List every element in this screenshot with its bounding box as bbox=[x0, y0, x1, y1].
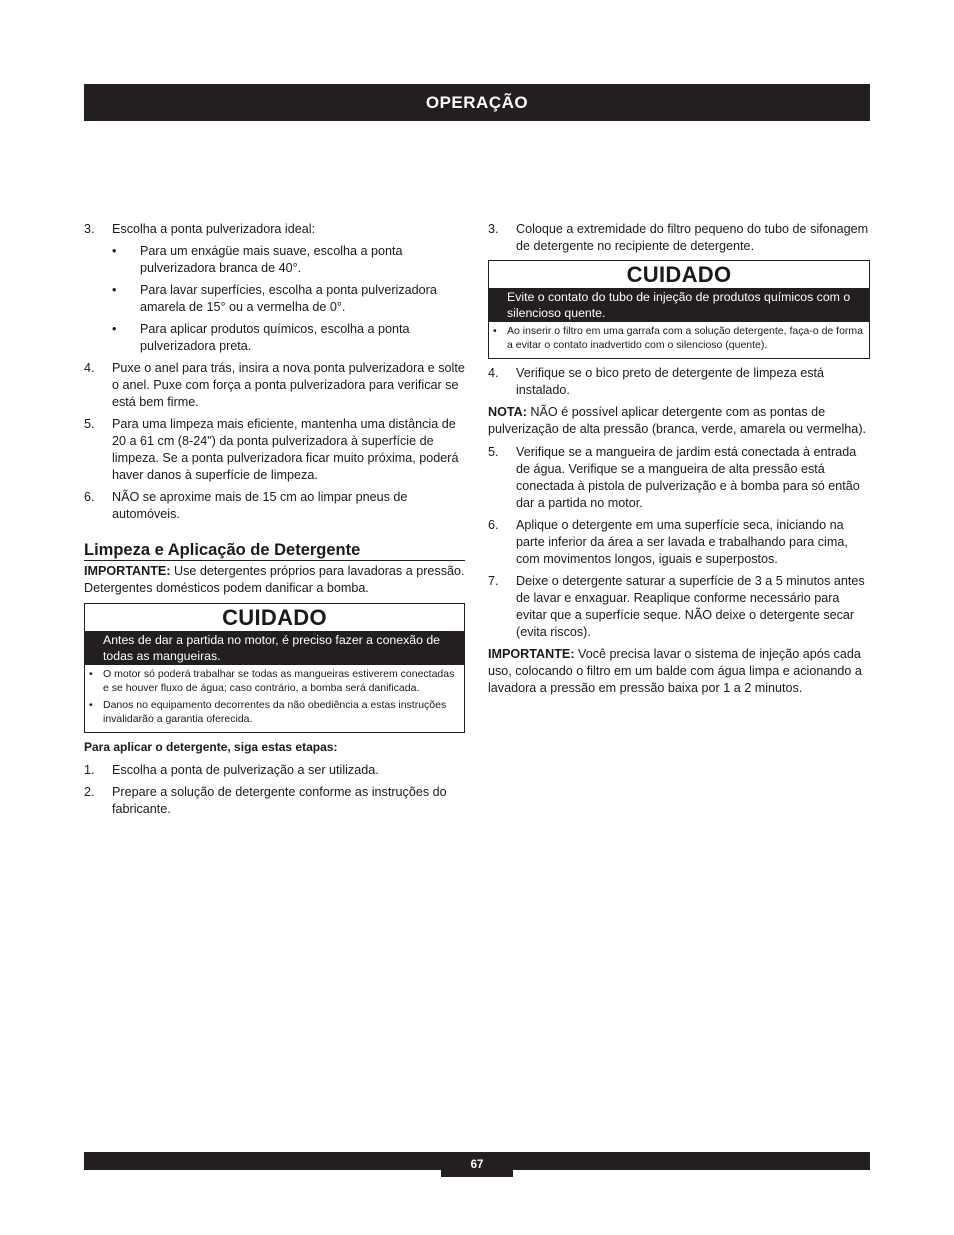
important-paragraph: IMPORTANTE: Use detergentes próprios para lavadoras a pressão. Detergentes domésticos podem danificar a bomba. bbox=[84, 564, 465, 595]
note-paragraph: NOTA: NÃO é possível aplicar detergente com as pontas de pulverização de alta pressão (branca, verde, amarela ou vermelha). bbox=[488, 405, 867, 436]
section-title-operacao: OPERAÇÃO bbox=[425, 92, 529, 112]
list-item: 6. Aplique o detergente em uma superfície seca, iniciando na parte inferior da área a ser lavada e trabalhando para cima, com movimentos longos, iguais e superpostos. bbox=[488, 518, 848, 566]
right-column bbox=[488, 221, 870, 703]
list-item: 5. Para uma limpeza mais eficiente, mantenha uma distância de 20 a 61 cm (8-24") da ponta pulverizadora à superfície de limpeza. Se a ponta pulverizadora ficar muito próxima, poderá haver danos à superfície de limpeza. bbox=[84, 417, 459, 482]
steps-label: Para aplicar o detergente, siga estas etapas: bbox=[84, 740, 338, 754]
caution-bullet: • O motor só poderá trabalhar se todas as mangueiras estiverem conectadas e se houver fluxo de água; caso contrário, a bomba será danificada. bbox=[89, 668, 455, 694]
bullet-item: • Para um enxágüe mais suave, escolha a ponta pulverizadora branca de 40°. bbox=[112, 244, 403, 275]
caution-box bbox=[84, 603, 465, 733]
caution-box bbox=[488, 260, 870, 359]
caution-bullet: • Danos no equipamento decorrentes da não obediência a estas instruções invalidarão a garantia oferecida. bbox=[89, 699, 447, 725]
caution-bullet: • Ao inserir o filtro em uma garrafa com a solução detergente, faça-o de forma a evitar o contato inadvertido com o silencioso (quente). bbox=[493, 325, 864, 351]
bullet-item: • Para aplicar produtos químicos, escolha a ponta pulverizadora preta. bbox=[112, 322, 410, 353]
list-item: 5. Verifique se a mangueira de jardim está conectada à entrada de água. Verifique se a mangueira de alta pressão está conectada à pistola de pulverização e à bomba para só então dar a partida no motor. bbox=[488, 445, 860, 510]
list-item: 4. Puxe o anel para trás, insira a nova ponta pulverizadora e solte o anel. Puxe com força a ponta pulverizadora para verificar se está bem firme. bbox=[84, 361, 465, 409]
list-item: 7. Deixe o detergente saturar a superfície de 3 a 5 minutos antes de lavar e enxaguar. Reaplique conforme necessário para evitar que a superfície seque. NÃO deixe o detergente secar (evita riscos). bbox=[488, 574, 865, 639]
list-item: 1. Escolha a ponta de pulverização a ser utilizada. bbox=[84, 763, 379, 777]
caution-main-text: Evite o contato do tubo de injeção de produtos químicos com o silencioso quente. bbox=[489, 288, 869, 322]
page-number: 67 bbox=[441, 1152, 513, 1177]
caution-title: CUIDADO bbox=[222, 605, 327, 630]
list-item: 3. Escolha a ponta pulverizadora ideal: bbox=[84, 222, 316, 236]
important-paragraph: IMPORTANTE: Você precisa lavar o sistema de injeção após cada uso, colocando o filtro em um balde com água limpa e acionando a lavadora a pressão em pressão baixa por 1 a 2 minutos. bbox=[488, 647, 862, 695]
section-header-bar bbox=[84, 84, 870, 121]
caution-title: CUIDADO bbox=[626, 262, 732, 287]
list-item: 3. Coloque a extremidade do filtro pequeno do tubo de sifonagem de detergente no recipiente de detergente. bbox=[488, 222, 869, 253]
list-item: 4. Verifique se o bico preto de detergente de limpeza está instalado. bbox=[488, 366, 825, 397]
list-item: 2. Prepare a solução de detergente conforme as instruções do fabricante. bbox=[84, 785, 447, 816]
caution-main-text: Antes de dar a partida no motor, é preciso fazer a conexão de todas as mangueiras. bbox=[85, 631, 464, 665]
subsection-heading: Limpeza e Aplicação de Detergente bbox=[84, 542, 465, 561]
left-column bbox=[84, 221, 465, 823]
bullet-item: • Para lavar superfícies, escolha a ponta pulverizadora amarela de 15° ou a vermelha de 0°. bbox=[112, 283, 437, 314]
list-item: 6. NÃO se aproxime mais de 15 cm ao limpar pneus de automóveis. bbox=[84, 490, 408, 521]
